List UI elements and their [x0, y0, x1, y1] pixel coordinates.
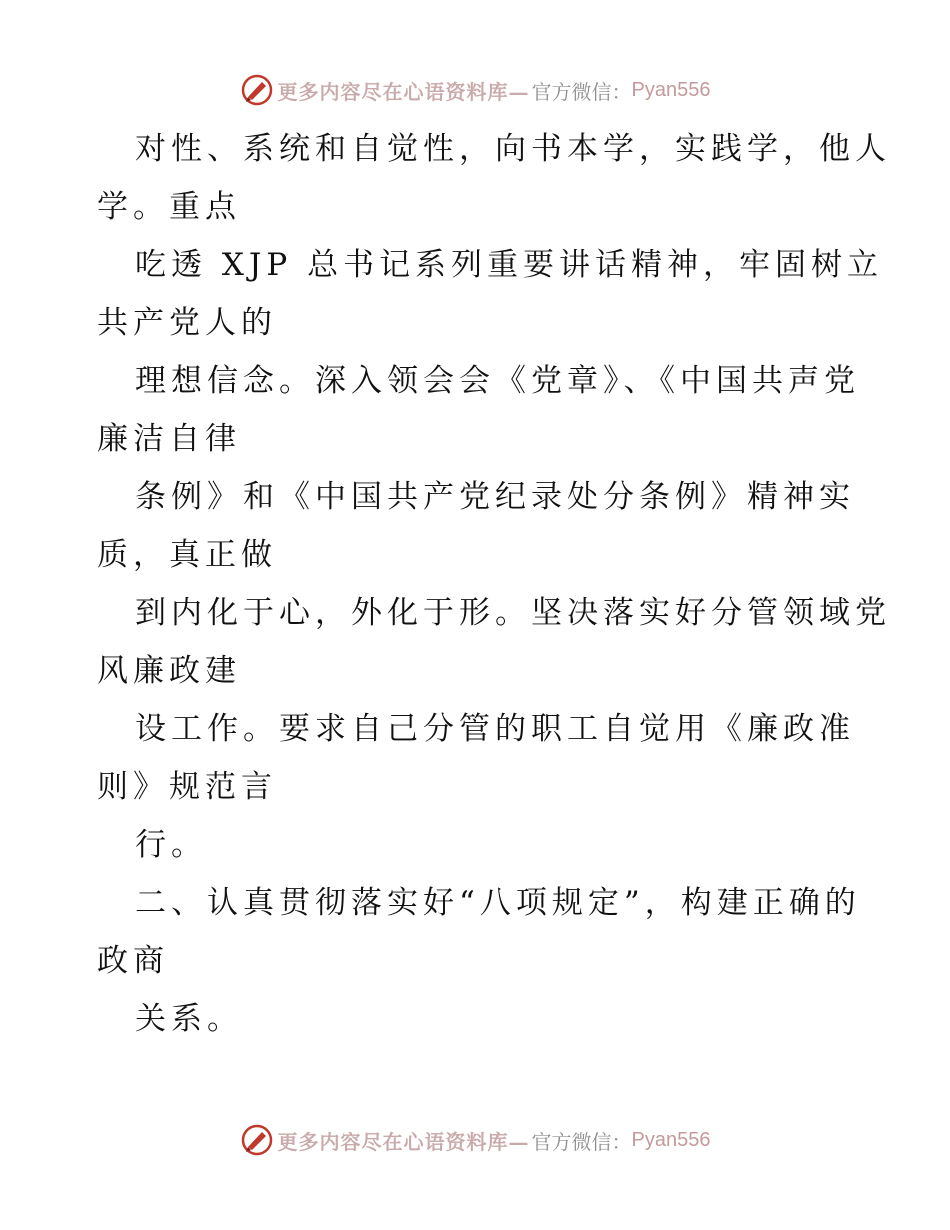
text-line: 到内化于心，外化于形。坚决落实好分管领域党	[135, 595, 891, 631]
watermark-text: 更多内容尽在心语资料库—	[277, 79, 530, 104]
text-line: 质，真正做	[97, 537, 277, 573]
text-line: 设工作。要求自己分管的职工自觉用《廉政准	[135, 711, 855, 747]
document-body	[97, 120, 891, 1048]
text-line: 二、认真贯彻落实好“八项规定”，构建正确的	[135, 885, 861, 921]
text-line: 对性、系统和自觉性，向书本学，实践学，他人	[135, 131, 891, 167]
text-line: 风廉政建	[97, 653, 241, 689]
pen-logo-icon	[240, 1123, 274, 1157]
text-line: 吃透 XJP 总书记系列重要讲话精神，牢固树立	[135, 247, 884, 283]
watermark-label: 官方微信：	[531, 79, 632, 104]
watermark-text: 更多内容尽在心语资料库—	[277, 1129, 530, 1154]
footer-watermark	[0, 1120, 950, 1160]
watermark-label: 官方微信：	[531, 1129, 632, 1154]
text-line: 政商	[97, 943, 169, 979]
text-line: 条例》和《中国共产党纪录处分条例》精神实	[135, 479, 855, 515]
text-line: 共产党人的	[97, 305, 277, 341]
header-watermark	[0, 70, 950, 110]
text-line: 学。重点	[97, 189, 241, 225]
watermark-handle: Pyan556	[631, 1128, 711, 1151]
text-line: 理想信念。深入领会会《党章》、《中国共声党	[135, 363, 860, 399]
text-line: 则》规范言	[97, 769, 277, 805]
text-line: 行。	[135, 827, 207, 863]
pen-logo-icon	[240, 73, 274, 107]
text-line: 廉洁自律	[97, 421, 241, 457]
watermark-handle: Pyan556	[631, 78, 711, 101]
text-line: 关系。	[135, 1001, 243, 1037]
